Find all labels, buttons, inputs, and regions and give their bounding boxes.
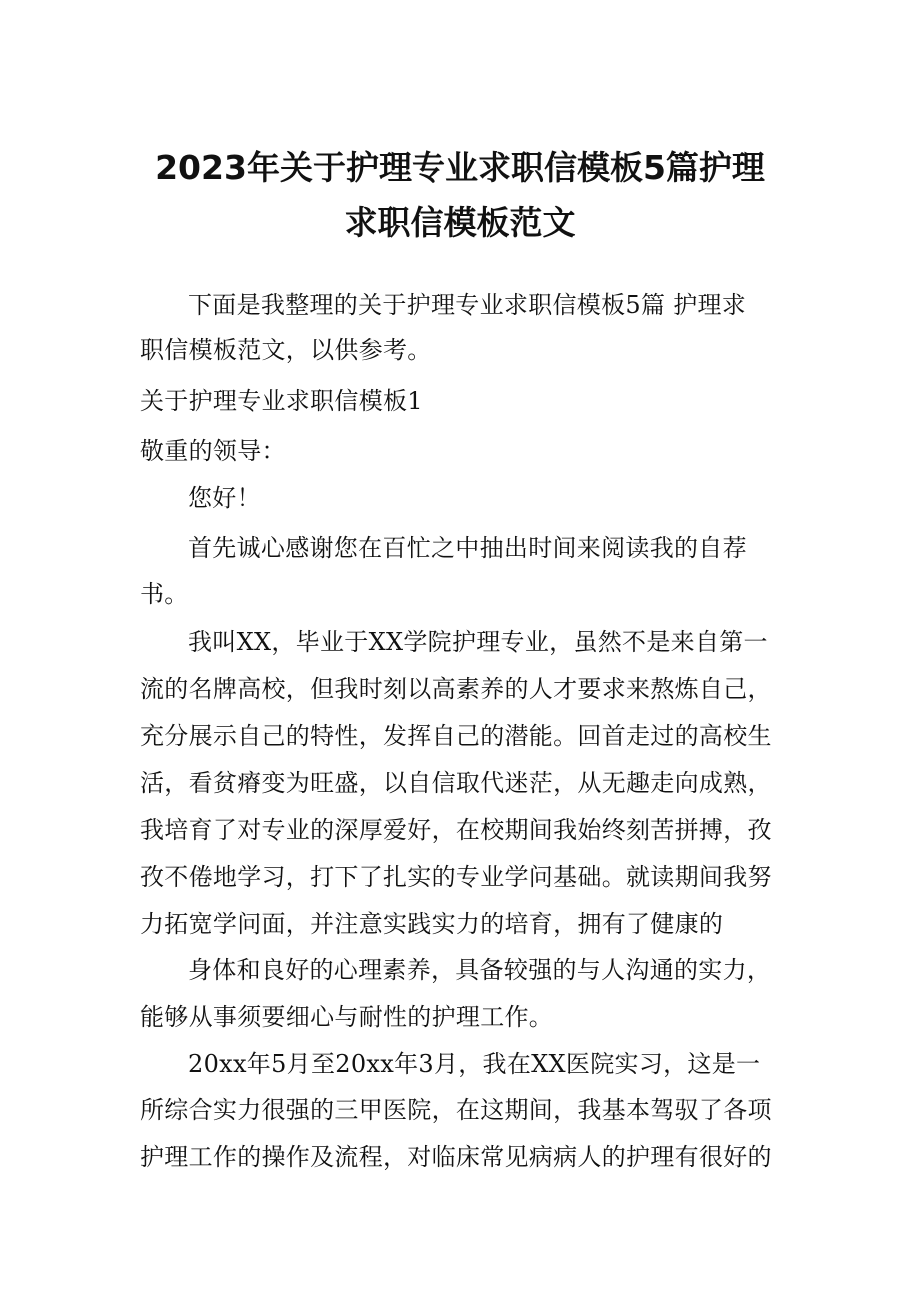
text-line: 充分展示自己的特性，发挥自己的潜能。回首走过的高校生 <box>140 722 772 750</box>
section-heading: 关于护理专业求职信模板1 <box>140 387 423 415</box>
text-line: 首先诚心感谢您在百忙之中抽出时间来阅读我的自荐 <box>188 534 747 562</box>
title-line-2: 求职信模板范文 <box>344 203 576 242</box>
text-line: 活，看贫瘠变为旺盛，以自信取代迷茫，从无趣走向成熟， <box>140 769 772 797</box>
text-line: 孜不倦地学习，打下了扎实的专业学问基础。就读期间我努 <box>140 863 772 891</box>
text-line: 书。 <box>140 580 189 608</box>
text-line: 职信模板范文，以供参考。 <box>140 336 432 364</box>
text-line: 我培育了对专业的深厚爱好，在校期间我始终刻苦拼搏，孜 <box>140 816 772 844</box>
text-line: 力拓宽学问面，并注意实践实力的培育，拥有了健康的 <box>140 910 724 938</box>
greeting: 您好！ <box>188 484 261 512</box>
text-line: 身体和良好的心理素养，具备较强的与人沟通的实力， <box>188 956 772 984</box>
text-line: 我叫XX，毕业于XX学院护理专业，虽然不是来自第一 <box>188 628 768 656</box>
text-line: 能够从事须要细心与耐性的护理工作。 <box>140 1003 554 1031</box>
text-line: 下面是我整理的关于护理专业求职信模板5篇 护理求 <box>188 291 747 319</box>
text-line: 护理工作的操作及流程，对临床常见病病人的护理有很好的 <box>140 1143 772 1171</box>
text-line: 20xx年5月至20xx年3月，我在XX医院实习，这是一 <box>188 1050 761 1078</box>
salutation: 敬重的领导： <box>140 437 286 465</box>
text-line: 所综合实力很强的三甲医院，在这期间，我基本驾驭了各项 <box>140 1096 772 1124</box>
title-line-1: 2023年关于护理专业求职信模板5篇护理 <box>155 148 765 187</box>
text-line: 流的名牌高校，但我时刻以高素养的人才要求来熬炼自己， <box>140 675 772 703</box>
